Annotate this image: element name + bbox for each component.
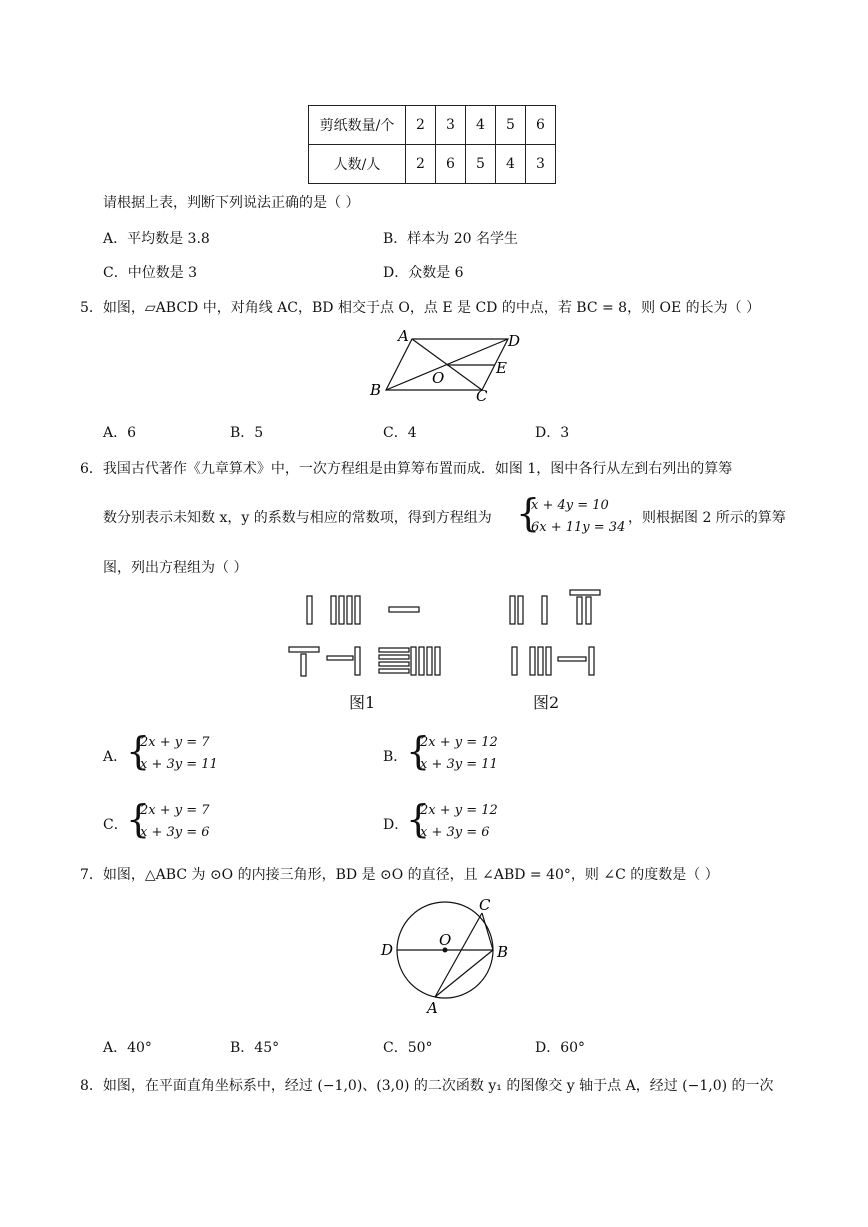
chord-ab xyxy=(435,950,493,997)
equation: x + 3y = 6 xyxy=(140,825,210,840)
q6-line1: 6．我国古代著作《九章算术》中，一次方程组是由算筹布置而成．如图 1，图中各行从左到右列出的算筹 xyxy=(80,461,733,477)
figure-2-caption: 图2 xyxy=(533,693,560,712)
q7-option-a[interactable]: A．40° xyxy=(103,1040,152,1056)
q6-option-d-system[interactable] xyxy=(420,800,498,844)
counting-rods-figure-1 xyxy=(285,590,445,680)
q4-option-b[interactable]: B．样本为 20 名学生 xyxy=(383,231,519,247)
q6-option-c-system[interactable] xyxy=(140,800,210,844)
equation-system xyxy=(531,495,625,539)
brace-icon: { xyxy=(126,729,151,773)
parallelogram-figure xyxy=(360,325,530,405)
brace-icon: { xyxy=(406,797,431,841)
label-b: B xyxy=(370,381,382,399)
q6-option-a-system[interactable] xyxy=(140,732,218,776)
table-row xyxy=(309,145,556,184)
q6-option-b-system[interactable] xyxy=(420,732,498,776)
label-c: C xyxy=(476,387,488,405)
equation: 2x + y = 7 xyxy=(140,803,210,818)
q4-option-d[interactable]: D．众数是 6 xyxy=(383,265,464,281)
label-e: E xyxy=(496,359,507,377)
table-cell: 2 xyxy=(406,145,436,184)
q6-option-d-label[interactable]: D． xyxy=(383,817,409,833)
table-cell: 6 xyxy=(436,145,466,184)
table-cell: 5 xyxy=(496,106,526,145)
q5-text: 5．如图，▱ABCD 中，对角线 AC，BD 相交于点 O，点 E 是 CD 的中点，若 BC = 8，则 OE 的长为（ ） xyxy=(80,300,761,316)
q7-option-c[interactable]: C．50° xyxy=(383,1040,433,1056)
q4-prompt: 请根据上表，判断下列说法正确的是（ ） xyxy=(103,195,360,211)
counting-rods-figure-2 xyxy=(500,585,615,680)
table-cell: 5 xyxy=(466,145,496,184)
figure-1-caption: 图1 xyxy=(349,693,376,712)
q6-option-a-label[interactable]: A． xyxy=(103,749,128,765)
label-o: O xyxy=(439,931,452,949)
equation: 6x + 11y = 34 xyxy=(531,520,626,535)
brace-icon: { xyxy=(516,491,541,535)
q6-option-c-label[interactable]: C． xyxy=(103,817,128,833)
table-cell: 3 xyxy=(436,106,466,145)
label-c: C xyxy=(479,896,491,914)
label-a: A xyxy=(398,327,409,345)
q4-option-c[interactable]: C．中位数是 3 xyxy=(103,265,198,281)
equation: 2x + y = 12 xyxy=(420,803,498,818)
label-d: D xyxy=(508,332,521,350)
label-a: A xyxy=(427,999,438,1017)
table-cell: 4 xyxy=(466,106,496,145)
q6-line3: 图，列出方程组为（ ） xyxy=(103,560,248,576)
table-cell: 3 xyxy=(526,145,556,184)
label-b: B xyxy=(497,943,509,961)
table-cell: 2 xyxy=(406,106,436,145)
q5-option-a[interactable]: A．6 xyxy=(103,425,137,441)
q6-option-b-label[interactable]: B． xyxy=(383,749,408,765)
table-cell: 4 xyxy=(496,145,526,184)
chord-ac xyxy=(435,913,482,997)
q6-line2b: ，则根据图 2 所示的算筹 xyxy=(628,510,786,526)
q5-option-c[interactable]: C．4 xyxy=(383,425,417,441)
equation: x + 3y = 6 xyxy=(420,825,490,840)
table-cell: 剪纸数量/个 xyxy=(309,106,406,145)
table-cell: 6 xyxy=(526,106,556,145)
q6-line2a: 数分别表示未知数 x，y 的系数与相应的常数项，得到方程组为 xyxy=(103,510,492,526)
brace-icon: { xyxy=(126,797,151,841)
q5-option-d[interactable]: D．3 xyxy=(535,425,570,441)
data-table xyxy=(308,105,556,184)
equation: x + 3y = 11 xyxy=(420,757,498,772)
q5-option-b[interactable]: B．5 xyxy=(230,425,264,441)
q7-option-b[interactable]: B．45° xyxy=(230,1040,280,1056)
equation: 2x + y = 7 xyxy=(140,735,210,750)
chord-cb xyxy=(482,913,493,950)
circle-figure xyxy=(375,895,515,1020)
q4-option-a[interactable]: A．平均数是 3.8 xyxy=(103,231,210,247)
q7-option-d[interactable]: D．60° xyxy=(535,1040,586,1056)
label-d: D xyxy=(381,941,394,959)
equation: x + 3y = 11 xyxy=(140,757,218,772)
label-o: O xyxy=(432,369,445,387)
equation: 2x + y = 12 xyxy=(420,735,498,750)
table-row xyxy=(309,106,556,145)
equation: x + 4y = 10 xyxy=(531,498,609,513)
q8-text: 8．如图，在平面直角坐标系中，经过 (−1,0)、(3,0) 的二次函数 y₁ 的图像交 y 轴于点 A，经过 (−1,0) 的一次 xyxy=(80,1078,774,1094)
brace-icon: { xyxy=(406,729,431,773)
table-cell: 人数/人 xyxy=(309,145,406,184)
q7-text: 7．如图，△ABC 为 ⊙O 的内接三角形，BD 是 ⊙O 的直径，且 ∠ABD = 40°，则 ∠C 的度数是（ ） xyxy=(80,867,719,883)
